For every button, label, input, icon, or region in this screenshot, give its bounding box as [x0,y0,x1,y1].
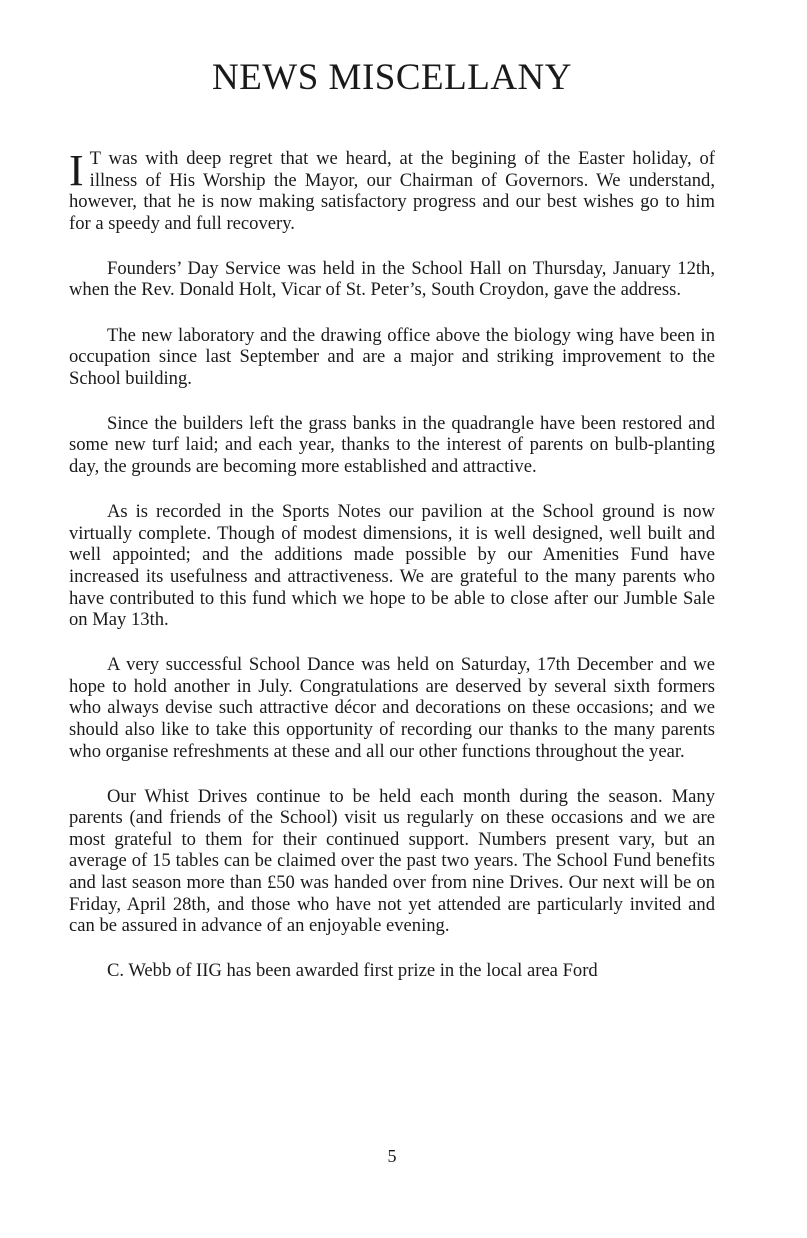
paragraph-grounds: Since the builders left the grass banks in the quadrangle have been restored and some new turf laid; and each year, thanks to the interest of parents on bulb-planting day, the grounds are becoming more established and attractive. [69,412,715,478]
paragraph-new-laboratory: The new laboratory and the drawing office above the biology wing have been in occupation since last September and are a major and striking improvement to the School building. [69,324,715,389]
paragraph-text: T was with deep regret that we heard, at the begining of the Easter holiday, of illness of His Worship the Mayor, our Chairman of Governors. We understand, however, that he is now making satisfactory progress and our best wishes go to him for a speedy and full recovery. [69,148,715,234]
page-number: 5 [387,1146,397,1166]
drop-cap: I [69,146,84,195]
paragraph-award: C. Webb of IIG has been awarded first prize in the local area Ford [107,960,598,982]
paragraph-mayor-illness [69,148,715,234]
paragraph-school-dance: A very successful School Dance was held on Saturday, 17th December and we hope to hold another in July. Congratulations are deserved by several sixth formers who always devise such attractive décor and decorations on these occasions; and we should also like to take this opportunity of recording our thanks to the many parents who organise refreshments at these and all our other functions throughout the year. [69,654,715,762]
paragraph-founders-day: Founders’ Day Service was held in the School Hall on Thursday, January 12th, when the Rev. Donald Holt, Vicar of St. Peter’s, South Croydon, gave the address. [69,257,715,301]
article-body [69,148,715,982]
paragraph-whist-drives: Our Whist Drives continue to be held each month during the season. Many parents (and friends of the School) visit us regularly on these occasions and we are most grateful to them for their continued support. Numbers present vary, but an average of 15 tables can be claimed over the past two years. The School Fund benefits and last season more than £50 was handed over from nine Drives. Our next will be on Friday, April 28th, and those who have not yet attended are particularly invited and can be assured in advance of an enjoyable evening. [69,785,715,937]
paragraph-pavilion: As is recorded in the Sports Notes our pavilion at the School ground is now virtually complete. Though of modest dimensions, it is well designed, well built and well appointed; and the additions made possible by our Amenities Fund have increased its usefulness and attractiveness. We are grateful to the many parents who have contributed to this fund which we hope to be able to close after our Jumble Sale on May 13th. [69,501,715,631]
page-title: NEWS MISCELLANY [211,57,572,98]
document-page [69,0,715,1166]
